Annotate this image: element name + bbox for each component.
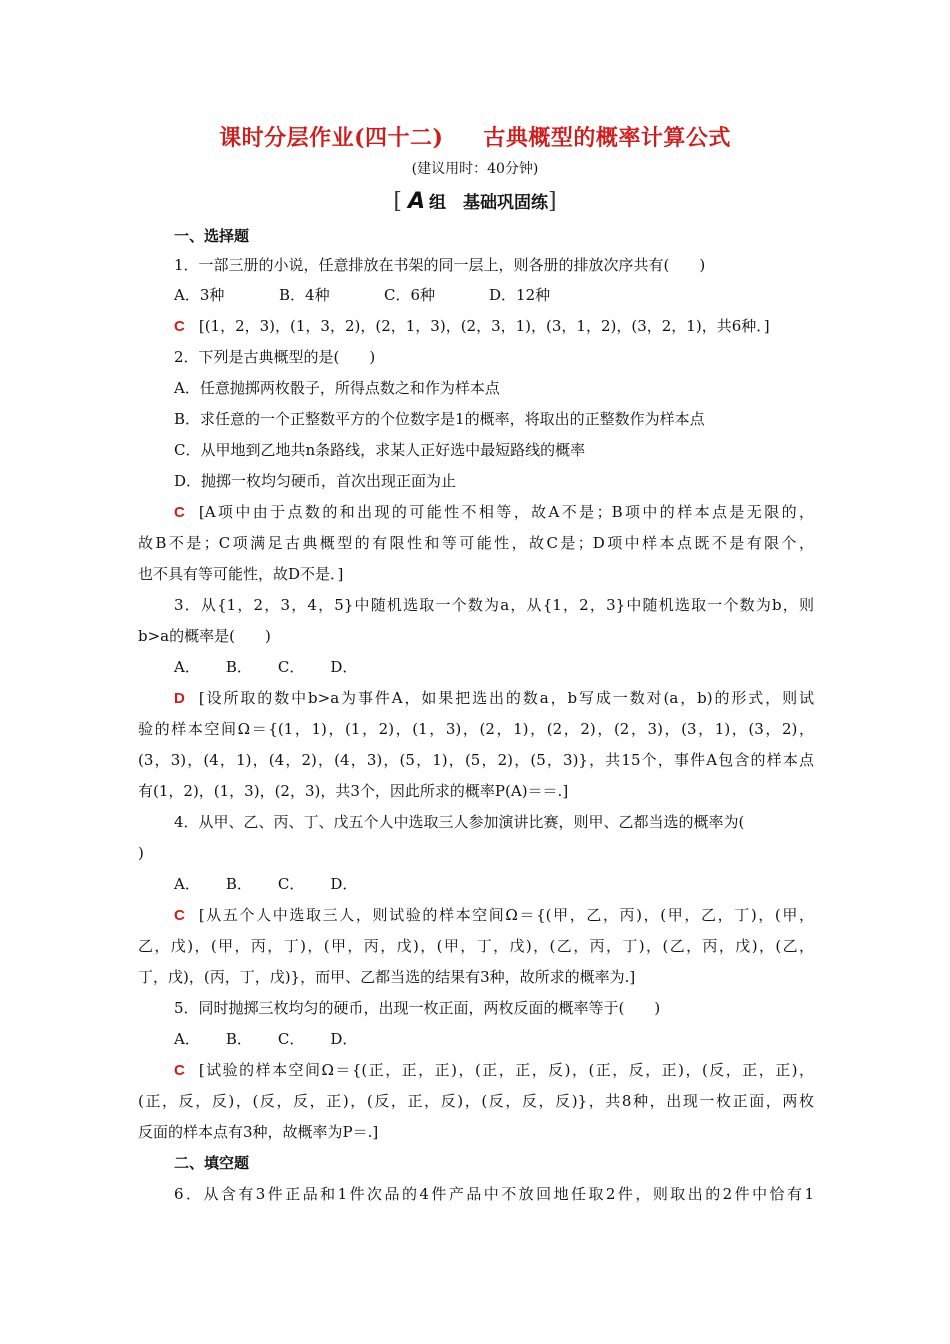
option: C．	[277, 875, 305, 893]
q5-options	[174, 1028, 814, 1050]
option: D．	[330, 658, 358, 676]
section-heading-fill: 二、填空题	[174, 1154, 250, 1172]
q1-solution	[174, 315, 814, 338]
q2-option-b: B．求任意的一个正整数平方的个位数字是1的概率，将取出的正整数作为样本点	[174, 410, 705, 428]
q4-options	[174, 873, 814, 895]
q3-options	[174, 656, 814, 678]
q4-solution-line: 乙，戊)，(甲，丙，丁)，(甲，丙，戊)，(甲，丁，戊)，(乙，丙，丁)，(乙，丙，戊)，(乙，	[138, 937, 814, 955]
group-letter: A	[407, 189, 426, 214]
option: D．12种	[489, 286, 551, 304]
answer-letter: C	[174, 318, 185, 335]
q2-option-a: A．任意抛掷两枚骰子，所得点数之和作为样本点	[174, 379, 500, 397]
q3-solution-line: (3，3)，(4，1)，(4，2)，(4，3)，(5，1)，(5，2)，(5，3)}，共15个，事件A包含的样本点	[138, 751, 814, 769]
q5-solution	[174, 1059, 814, 1082]
q1-options	[174, 284, 814, 306]
group-bracket-open: [	[393, 189, 402, 214]
page-title	[0, 121, 950, 152]
answer-letter: C	[174, 1062, 185, 1079]
solution-text: [A项中由于点数的和出现的可能性不相等，故A不是；B项中的样本点是无限的，	[198, 503, 814, 521]
q3-solution-line: 有(1，2)，(1，3)，(2，3)，共3个，因此所求的概率P(A)＝＝.]	[138, 782, 569, 800]
q1-stem: 1．一部三册的小说，任意排放在书架的同一层上，则各册的排放次序共有( )	[174, 256, 706, 274]
solution-text: [(1，2，3)，(1，3，2)，(2，1，3)，(2，3，1)，(3，1，2)，(3，2，1)，共6种．]	[198, 317, 770, 335]
option: D．	[330, 1030, 358, 1048]
q2-solution	[174, 501, 814, 524]
answer-letter: C	[174, 504, 185, 521]
solution-text: [从五个人中选取三人，则试验的样本空间Ω＝{(甲，乙，丙)，(甲，乙，丁)，(甲，	[198, 906, 814, 924]
q3-stem-line: b>a的概率是( )	[138, 627, 271, 645]
option: A．	[174, 658, 200, 676]
option: A．	[174, 1030, 200, 1048]
q4-stem: 4．从甲、乙、丙、丁、戊五个人中选取三人参加演讲比赛，则甲、乙都当选的概率为(	[174, 813, 745, 831]
option: A．	[174, 875, 200, 893]
option: C．	[277, 658, 305, 676]
section-heading-choice: 一、选择题	[174, 227, 250, 245]
q4-solution	[174, 904, 814, 927]
q2-solution-line: 也不具有等可能性，故D不是．]	[138, 565, 344, 583]
q4-solution-line: 丁，戊)，(丙，丁，戊)}，而甲、乙都当选的结果有3种，故所求的概率为.]	[138, 968, 636, 986]
q5-solution-line: 反面的样本点有3种，故概率为P＝.]	[138, 1123, 379, 1141]
group-text: 组 基础巩固练	[429, 193, 549, 213]
q5-solution-line: (正，反，反)，(反，反，正)，(反，正，反)，(反，反，反)}，共8种，出现一枚正面，两枚	[138, 1092, 814, 1110]
q2-option-d: D．抛掷一枚均匀硬币，首次出现正面为止	[174, 472, 457, 490]
title-left: 课时分层作业(四十二)	[219, 125, 444, 151]
option: D．	[330, 875, 358, 893]
option: B．4种	[279, 286, 330, 304]
option: A．3种	[174, 286, 225, 304]
title-right: 古典概型的概率计算公式	[483, 125, 731, 151]
q3-solution-line: 验的样本空间Ω＝{(1，1)，(1，2)，(1，3)，(2，1)，(2，2)，(2，3)，(3，1)，(3，2)，	[138, 720, 814, 738]
q2-stem: 2．下列是古典概型的是( )	[174, 348, 376, 366]
q6-stem: 6．从含有3件正品和1件次品的4件产品中不放回地任取2件，则取出的2件中恰有1	[174, 1185, 814, 1203]
solution-text: [设所取的数中b>a为事件A，如果把选出的数a，b写成一数对(a，b)的形式，则试	[198, 689, 814, 707]
option: B．	[225, 658, 252, 676]
suggested-time: (建议用时：40分钟)	[411, 161, 539, 177]
answer-letter: C	[174, 907, 185, 924]
q4-stem-line: )	[138, 844, 144, 862]
option: C．	[277, 1030, 305, 1048]
solution-text: [试验的样本空间Ω＝{(正，正，正)，(正，正，反)，(正，反，正)，(反，正，正)，	[198, 1061, 814, 1079]
option: B．	[225, 875, 252, 893]
group-bracket-close: ]	[548, 189, 557, 214]
q3-solution	[174, 687, 814, 710]
group-heading	[0, 188, 950, 214]
option: C．6种	[384, 286, 436, 304]
q2-option-c: C．从甲地到乙地共n条路线，求某人正好选中最短路线的概率	[174, 441, 586, 459]
option: B．	[225, 1030, 252, 1048]
q3-stem: 3．从{1，2，3，4，5}中随机选取一个数为a，从{1，2，3}中随机选取一个数为b，则	[174, 596, 814, 614]
q5-stem: 5．同时抛掷三枚均匀的硬币，出现一枚正面，两枚反面的概率等于( )	[174, 999, 661, 1017]
q2-solution-line: 故B不是；C项满足古典概型的有限性和等可能性，故C是；D项中样本点既不是有限个，	[138, 534, 814, 552]
answer-letter: D	[174, 690, 185, 707]
